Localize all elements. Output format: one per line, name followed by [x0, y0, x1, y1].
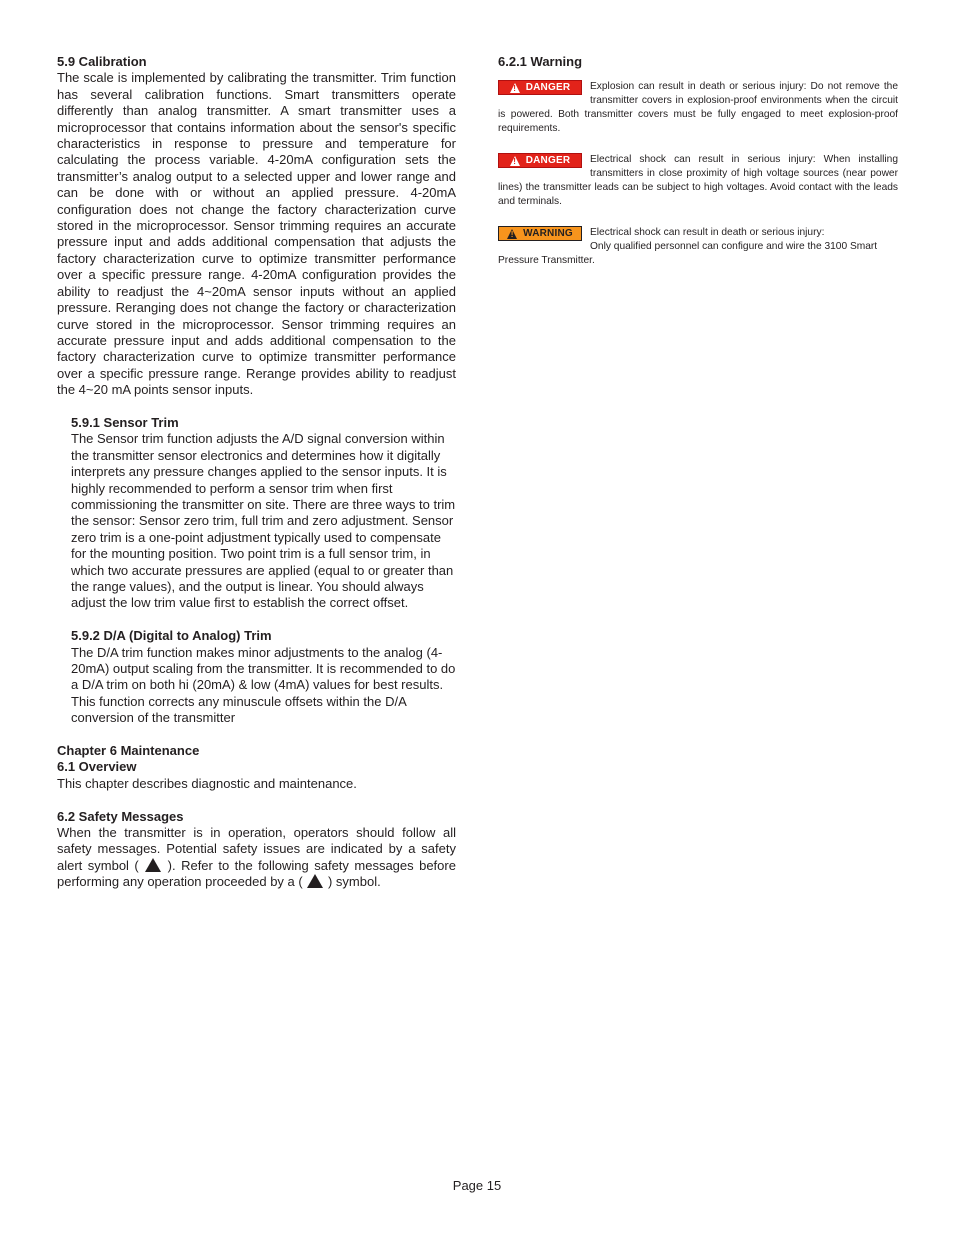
safety-alert-icon: [145, 858, 161, 872]
danger-message-explosion: ! DANGER Explosion can result in death or serious injury: Do not remove the transmitter covers in explosion-proof environments when the circuit is powered. Both transmitter covers must be fully engaged to meet explosion-proof requirements.: [498, 81, 898, 135]
safety-alert-icon: [307, 874, 323, 888]
section-5-9-1-heading: 5.9.1 Sensor Trim: [71, 414, 179, 430]
section-6-1-text: This chapter describes diagnostic and maintenance.: [57, 775, 357, 791]
section-5-9-2-text: The D/A trim function makes minor adjustments to the analog (4-20mA) output scaling from the transmitter. It is recommended to do a D/A trim on both hi (20mA) & low (4mA) values for best results. This function corrects any minuscule offsets within the D/A conversion of the transmitter: [71, 644, 456, 726]
warning-message-personnel: ! WARNING Electrical shock can result in death or serious injury: Only qualified personnel can configure and wire the 3100 Smart Pressure Transmitter.: [498, 227, 878, 267]
danger-badge: ! DANGER: [498, 153, 582, 168]
warning-triangle-icon: !: [510, 83, 520, 93]
section-5-9-heading: 5.9 Calibration: [57, 54, 147, 69]
right-column: [498, 54, 898, 268]
danger-badge: ! DANGER: [498, 80, 582, 95]
warning-triangle-icon: !: [510, 156, 520, 166]
section-5-9-2-heading: 5.9.2 D/A (Digital to Analog) Trim: [71, 628, 272, 644]
section-6-1-heading: 6.1 Overview: [57, 759, 137, 775]
section-6-2-text: When the transmitter is in operation, operators should follow all safety messages. Potential safety issues are indicated by a safety alert symbol ( ). Refer to the following safety messages before performing any operation proceeded by a ( ) symbol.: [57, 825, 456, 890]
warning-badge: ! WARNING: [498, 226, 582, 241]
section-6-2-heading: 6.2 Safety Messages: [57, 808, 184, 824]
page-number: Page 15: [452, 1178, 502, 1193]
section-6-2-1-heading: 6.2.1 Warning: [498, 54, 583, 69]
warning-triangle-icon: !: [507, 229, 517, 239]
chapter-6-heading: Chapter 6 Maintenance: [57, 743, 200, 759]
section-5-9-text: The scale is implemented by calibrating the transmitter. Trim function has several calibration functions. Smart transmitters operate differently than analog transmitter. A smart transmitter uses a microprocessor that contains information about the sensor's specific characteristics in response to pressure and temperature for calculating the process variable. 4-20mA configuration sets the transmitter’s analog output to a selected upper and lower range and can be done with or without an applied pressure. 4-20mA configuration does not change the factory characterization curve stored in the microprocessor. Sensor trimming requires an accurate pressure input and adds additional compensation that adjusts the factory characterization curve to optimize transmitter performance over a specific pressure range. 4-20mA configuration provides the ability to readjust the 4~20mA sensor inputs without an applied pressure. Reranging does not change the factory or characterization curve stored in the microprocessor. Sensor trimming requires an accurate pressure input and adds additional compensation to the factory characterization curve to optimize transmitter performance over a specific pressure range. Rerange provides ability to readjust the 4~20 mA points sensor inputs.: [57, 70, 456, 398]
left-column: [57, 54, 456, 891]
section-5-9-1: [57, 415, 456, 727]
danger-message-shock: ! DANGER Electrical shock can result in serious injury: When installing transmitters in close proximity of high voltage sources (near power lines) the transmitter leads can be subject to high voltages. Avoid contact with the leads and terminals.: [498, 154, 898, 208]
section-5-9-1-text: The Sensor trim function adjusts the A/D signal conversion within the transmitter sensor electronics and determines how it digitally interprets any pressure changes applied to the sensor inputs. It is highly recommended to perform a sensor trim when first commissioning the transmitter on site. There are three ways to trim the sensor: Sensor zero trim, full trim and zero adjustment. Sensor zero trim is a one-point adjustment typically used to compensate for the mounting position. Two point trim is a full sensor trim, in which two accurate pressures are applied (equal to or greater than the range values), and the output is linear. You should always adjust the low trim value first to establish the correct offset.: [71, 431, 456, 611]
